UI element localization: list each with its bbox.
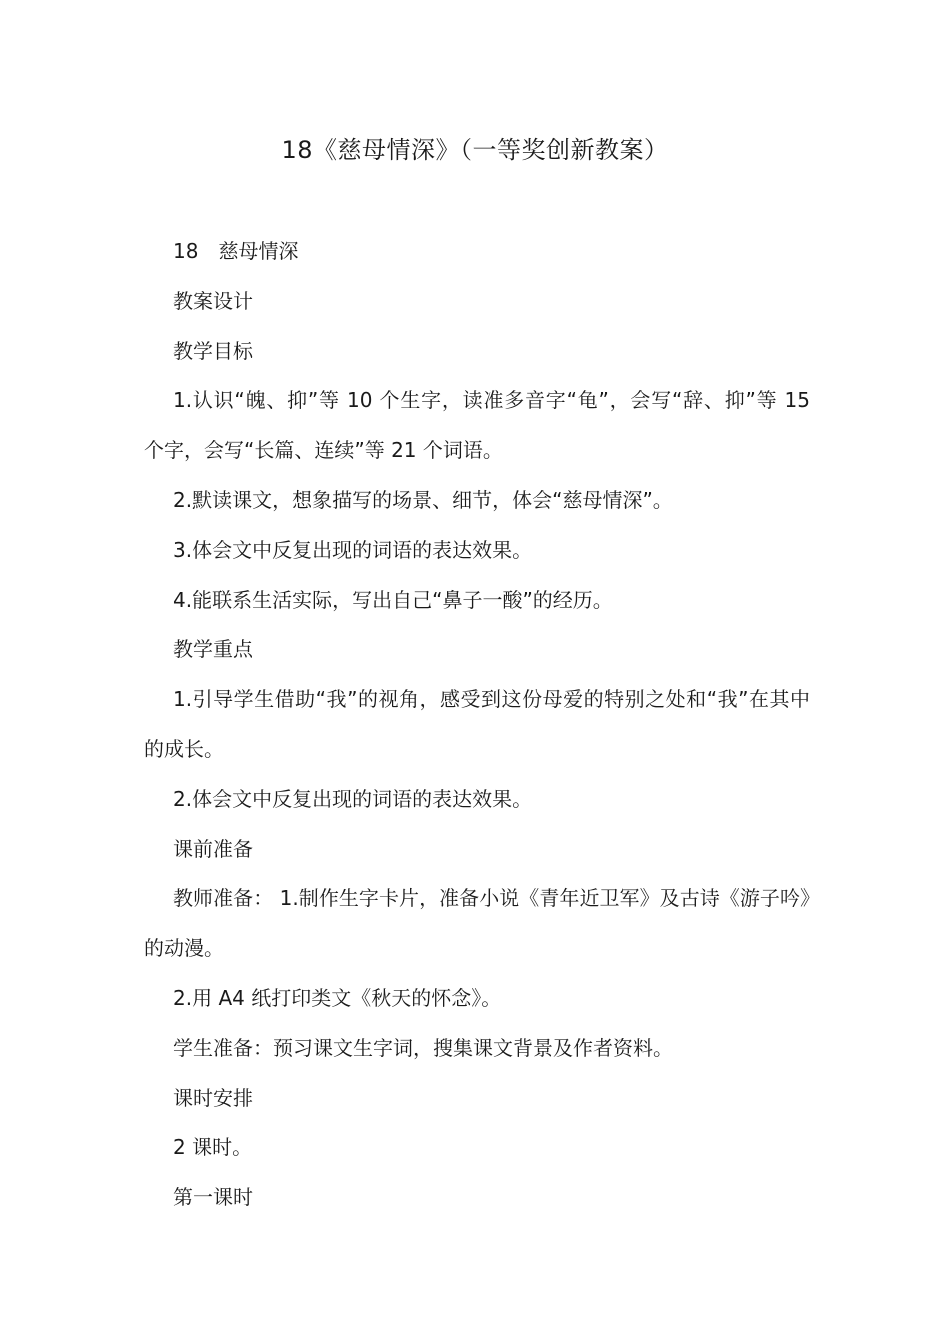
section-heading-design: 教案设计 [173, 288, 253, 313]
document-title: 18《慈母情深》（一等奖创新教案） [281, 136, 669, 164]
teacher-preparation-item-2: 2.用 A4 纸打印类文《秋天的怀念》。 [173, 985, 502, 1010]
key-point-item-1: 1.引导学生借助“我”的视角，感受到这份母爱的特别之处和“我”在其中的成长。 [144, 687, 810, 761]
teacher-preparation: 教师准备： 1.制作生字卡片，准备小说《青年近卫军》及古诗《游子吟》的动漫。 [144, 886, 810, 961]
lesson-heading: 18 慈母情深 [173, 239, 299, 263]
key-point-item-2: 2.体会文中反复出现的词语的表达效果。 [173, 786, 533, 811]
section-heading-key-points: 教学重点 [173, 637, 253, 662]
objective-item-1: 1.认识“魄、抑”等 10 个生字，读准多音字“龟”，会写“辞、抑”等 15 个字，会写“长篇、连续”等 21 个词语。 [144, 388, 810, 463]
section-heading-preparation: 课前准备 [173, 836, 253, 861]
objective-item-3: 3.体会文中反复出现的词语的表达效果。 [173, 537, 533, 562]
objective-item-4: 4.能联系生活实际，写出自己“鼻子一酸”的经历。 [173, 587, 613, 612]
section-heading-objectives: 教学目标 [173, 338, 253, 363]
section-heading-schedule: 课时安排 [173, 1085, 253, 1110]
document-body [144, 227, 810, 1223]
section-heading-first-lesson: 第一课时 [173, 1185, 253, 1210]
schedule-value: 2 课时。 [173, 1135, 253, 1160]
student-preparation: 学生准备：预习课文生字词，搜集课文背景及作者资料。 [173, 1035, 673, 1060]
objective-item-2: 2.默读课文，想象描写的场景、细节，体会“慈母情深”。 [173, 487, 673, 512]
